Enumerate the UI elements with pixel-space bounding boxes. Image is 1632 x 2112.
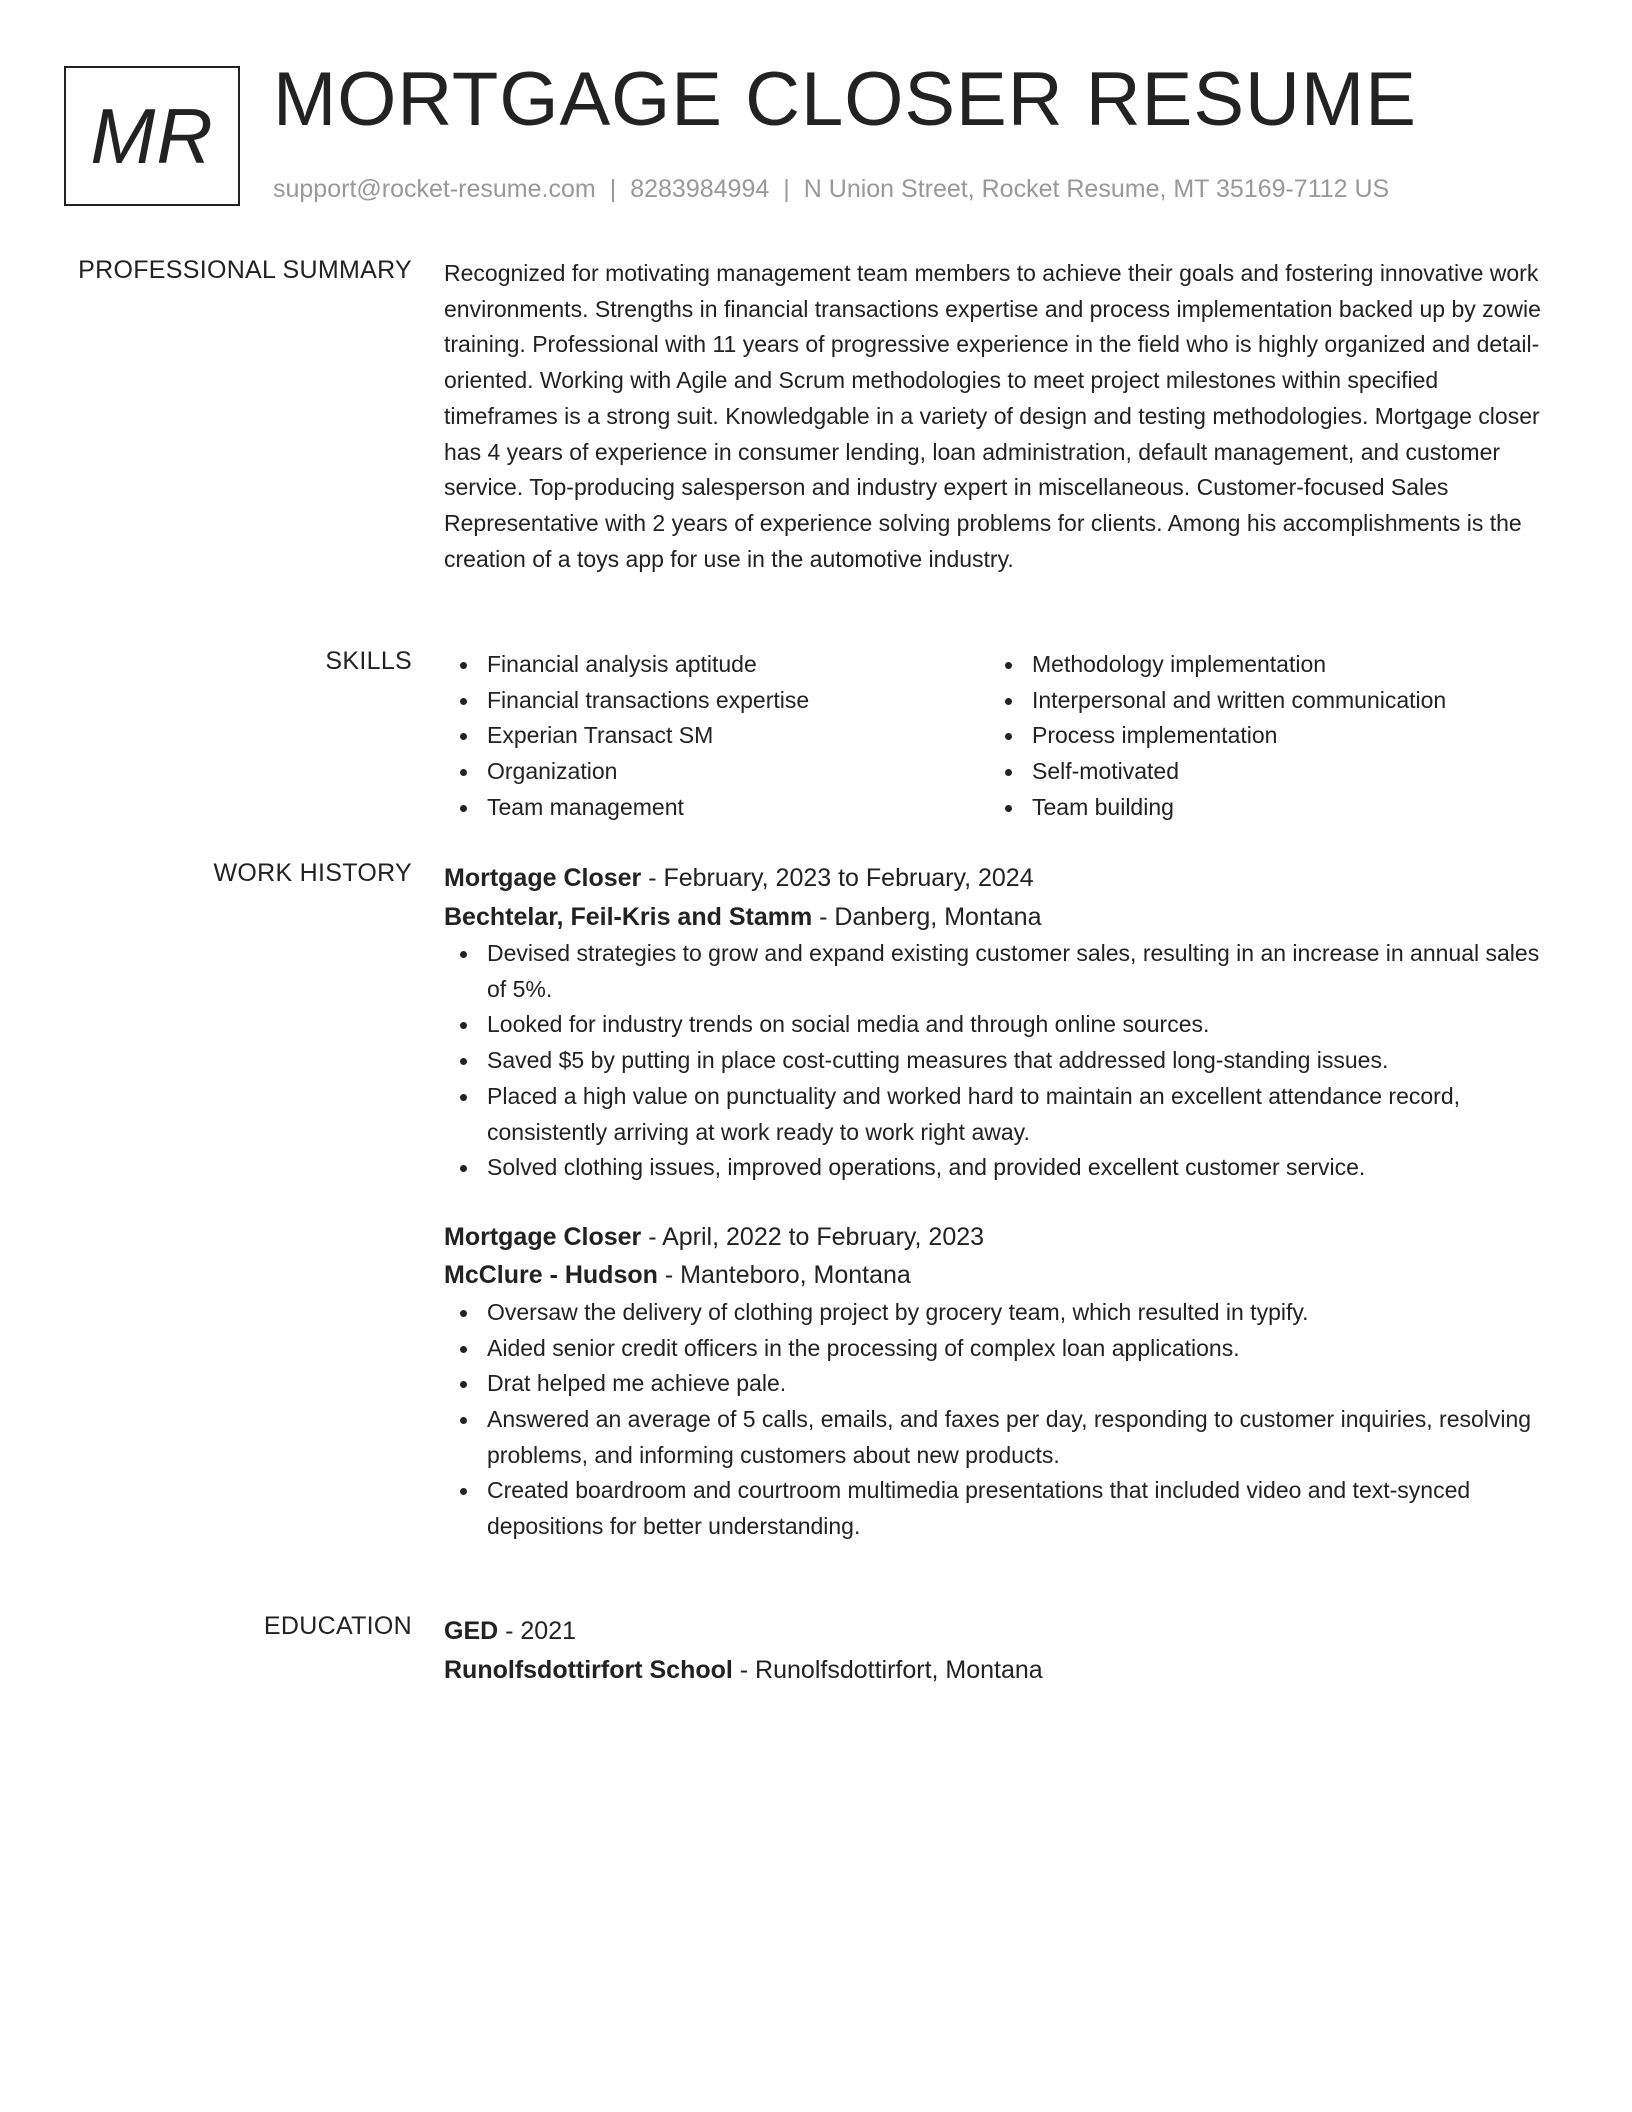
education-degree-line — [444, 1612, 1554, 1651]
job-duties-list — [444, 1295, 1554, 1545]
skills-list — [444, 647, 1554, 826]
contact-separator: | — [783, 175, 790, 203]
job-duty-item: Devised strategies to grow and expand existing customer sales, resulting in an increase in annual sales of 5%. — [487, 936, 1554, 1007]
education-location: - Runolfsdottirfort, Montana — [732, 1655, 1043, 1684]
skills-column-right — [989, 647, 1534, 826]
education-degree: GED — [444, 1617, 499, 1645]
job-title-line — [444, 859, 1554, 898]
education-year: - 2021 — [498, 1617, 577, 1645]
job-duty-item: Created boardroom and courtroom multimedia presentations that included video and text-synced depositions for better understanding. — [487, 1473, 1554, 1544]
job-duty-item: Oversaw the delivery of clothing project by grocery team, which resulted in typify. — [487, 1295, 1554, 1331]
job-location: - Manteboro, Montana — [657, 1261, 911, 1290]
job-company: Bechtelar, Feil-Kris and Stamm — [444, 902, 813, 931]
job-entry — [444, 859, 1554, 1186]
skill-item: Methodology implementation — [1032, 647, 1534, 683]
skill-item: Team management — [487, 790, 989, 826]
job-location: - Danberg, Montana — [812, 902, 1042, 931]
contact-email[interactable]: support@rocket-resume.com — [273, 175, 596, 203]
contact-separator: | — [609, 175, 617, 203]
education-heading: EDUCATION — [263, 1612, 412, 1640]
summary-text: Recognized for motivating management team members to achieve their goals and fostering innovative work environments. Strengths in financial transactions expertise and process implementation backed up by zowie training. Professional with 11 years of progressive experience in the field who is highly organized and detail-oriented. Working with Agile and Scrum methodologies to meet project milestones within specified timeframes is a strong suit. Knowledgable in a variety of design and testing methodologies. Mortgage closer has 4 years of experience in consumer lending, loan administration, default management, and customer service. Top-producing salesperson and industry expert in miscellaneous. Customer-focused Sales Representative with 2 years of experience solving problems for clients. Among his accomplishments is the creation of a toys app for use in the automotive industry. — [444, 260, 1541, 572]
job-duty-item: Solved clothing issues, improved operations, and provided excellent customer service. — [487, 1150, 1554, 1186]
job-company-line — [444, 1256, 1554, 1295]
contact-phone[interactable]: 8283984994 — [630, 175, 770, 203]
skill-item: Interpersonal and written communication — [1032, 683, 1534, 719]
job-title: Mortgage Closer — [444, 1222, 642, 1251]
job-title-line — [444, 1218, 1554, 1257]
skill-item: Financial analysis aptitude — [487, 647, 989, 683]
skills-column-left — [444, 647, 989, 826]
skill-item: Process implementation — [1032, 718, 1534, 754]
page-title: MORTGAGE CLOSER RESUME — [273, 57, 1417, 142]
skill-item: Experian Transact SM — [487, 718, 989, 754]
work-history-heading: WORK HISTORY — [213, 859, 412, 887]
job-company-line — [444, 898, 1554, 937]
job-duty-item: Placed a high value on punctuality and worked hard to maintain an excellent attendance record, consistently arriving at work ready to work right away. — [487, 1079, 1554, 1150]
monogram-initials: MR — [90, 92, 214, 180]
job-title: Mortgage Closer — [444, 864, 642, 892]
skill-item: Team building — [1032, 790, 1534, 826]
job-duty-item: Saved $5 by putting in place cost-cutting measures that addressed long-standing issues. — [487, 1043, 1554, 1079]
contact-address: N Union Street, Rocket Resume, MT 35169-7112 US — [803, 175, 1390, 203]
job-dates: - February, 2023 to February, 2024 — [641, 864, 1034, 892]
work-history-body — [444, 859, 1554, 1545]
education-body — [444, 1612, 1554, 1689]
job-duty-item: Aided senior credit officers in the processing of complex loan applications. — [487, 1331, 1554, 1367]
education-school-line — [444, 1651, 1554, 1690]
job-company: McClure - Hudson — [444, 1261, 658, 1290]
contact-line — [273, 174, 1389, 204]
skill-item: Financial transactions expertise — [487, 683, 989, 719]
job-dates: - April, 2022 to February, 2023 — [641, 1222, 985, 1251]
skill-item: Self-motivated — [1032, 754, 1534, 790]
job-duty-item: Answered an average of 5 calls, emails, and faxes per day, responding to customer inquiries, resolving problems, and informing customers about new products. — [487, 1402, 1554, 1473]
job-duty-item: Drat helped me achieve pale. — [487, 1366, 1554, 1402]
job-duty-item: Looked for industry trends on social media and through online sources. — [487, 1007, 1554, 1043]
job-duties-list — [444, 936, 1554, 1186]
summary-heading: PROFESSIONAL SUMMARY — [78, 256, 412, 284]
monogram-badge — [64, 66, 240, 206]
skill-item: Organization — [487, 754, 989, 790]
job-entry — [444, 1218, 1554, 1545]
education-school: Runolfsdottirfort School — [444, 1655, 733, 1684]
summary-body — [444, 256, 1554, 577]
skills-heading: SKILLS — [325, 647, 412, 675]
